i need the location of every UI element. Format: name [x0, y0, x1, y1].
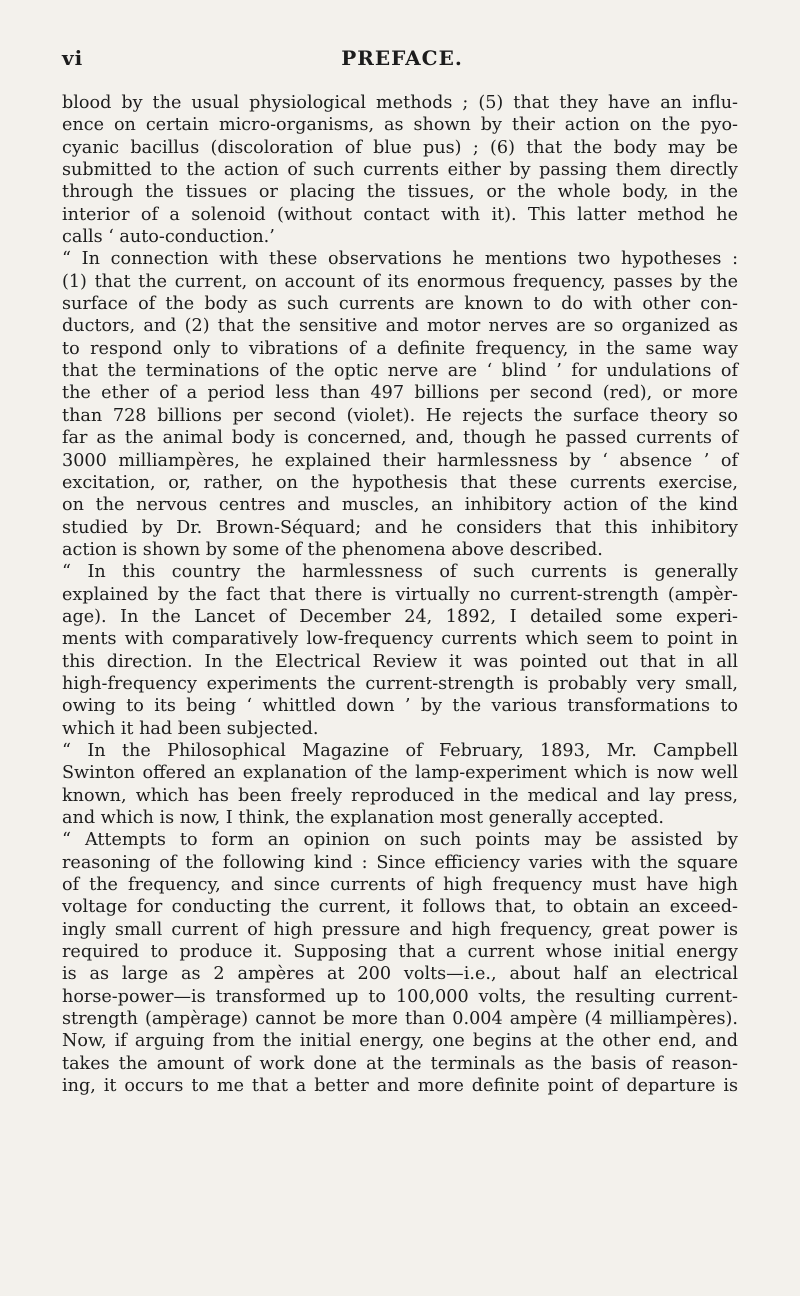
text-line: excitation, or, rather, on the hypothesis that these currents exercise, — [62, 472, 738, 493]
text-line: action is shown by some of the phenomena above described. — [62, 539, 603, 560]
text-line: ments with comparatively low-frequency currents which seem to point in — [62, 629, 738, 650]
text-line: submitted to the action of such currents either by passing them directly — [62, 160, 738, 181]
text-line: known, which has been freely reproduced in the medical and lay press, — [62, 785, 738, 806]
text-line: reasoning of the following kind : Since efficiency varies with the square — [62, 852, 738, 873]
text-line: studied by Dr. Brown-Séquard; and he considers that this inhibitory — [62, 517, 738, 538]
body-text — [62, 92, 738, 1097]
text-line: far as the animal body is concerned, and, though he passed currents of — [62, 428, 738, 449]
text-line: is as large as 2 ampères at 200 volts—i.e., about half an electrical — [62, 964, 738, 985]
text-line: 3000 milliampères, he explained their harmlessness by ‘ absence ’ of — [62, 450, 738, 471]
text-line: to respond only to vibrations of a definite frequency, in the same way — [62, 338, 738, 359]
text-line: voltage for conducting the current, it follows that, to obtain an exceed- — [62, 897, 738, 918]
text-line: “ In connection with these observations he mentions two hypotheses : — [62, 249, 738, 270]
text-line: ing, it occurs to me that a better and more definite point of departure is — [62, 1076, 738, 1097]
text-line: Now, if arguing from the initial energy, one begins at the other end, and — [62, 1031, 738, 1052]
text-line: ductors, and (2) that the sensitive and motor nerves are so organized as — [62, 316, 738, 337]
text-line: explained by the fact that there is virtually no current-strength (ampèr- — [62, 584, 738, 605]
running-head: PREFACE. — [341, 46, 463, 70]
text-line: of the frequency, and since currents of high frequency must have high — [62, 875, 738, 896]
text-line: calls ‘ auto-conduction.’ — [62, 227, 275, 248]
text-line: “ In this country the harmlessness of such currents is generally — [62, 562, 738, 583]
text-line: and which is now, I think, the explanation most generally accepted. — [62, 808, 664, 828]
text-line: “ In the Philosophical Magazine of February, 1893, Mr. Campbell — [62, 740, 738, 761]
text-line: this direction. In the Electrical Review it was pointed out that in all — [62, 651, 738, 672]
text-line: that the terminations of the optic nerve are ‘ blind ’ for undulations of — [62, 361, 738, 382]
text-line: strength (ampèrage) cannot be more than 0.004 ampère (4 milliampères). — [62, 1009, 738, 1030]
text-line: than 728 billions per second (violet). He rejects the surface theory so — [62, 405, 738, 426]
text-line: owing to its being ‘ whittled down ’ by the various transformations to — [62, 696, 738, 717]
text-line: age). In the Lancet of December 24, 1892, I detailed some experi- — [62, 606, 738, 627]
text-line: the ether of a period less than 497 billions per second (red), or more — [62, 383, 738, 404]
text-line: “ Attempts to form an opinion on such points may be assisted by — [62, 830, 738, 851]
page-number: vi — [62, 46, 84, 70]
text-line: surface of the body as such currents are known to do with other con- — [62, 294, 738, 315]
text-line: blood by the usual physiological methods ; (5) that they have an influ- — [62, 93, 738, 113]
page-header — [62, 46, 742, 76]
text-line: (1) that the current, on account of its enormous frequency, passes by the — [62, 271, 738, 292]
text-line: cyanic bacillus (discoloration of blue pus) ; (6) that the body may be — [62, 137, 738, 158]
text-line: interior of a solenoid (without contact with it). This latter method he — [62, 204, 738, 225]
text-line: on the nervous centres and muscles, an inhibitory action of the kind — [62, 495, 738, 516]
text-line: ingly small current of high pressure and high frequency, great power is — [62, 919, 738, 940]
text-line: takes the amount of work done at the terminals as the basis of reason- — [62, 1053, 738, 1074]
text-line: required to produce it. Supposing that a current whose initial energy — [62, 942, 738, 963]
text-line: Swinton offered an explanation of the lamp-experiment which is now well — [62, 763, 738, 784]
text-line: ence on certain micro-organisms, as shown by their action on the pyo- — [62, 115, 738, 136]
text-line: which it had been subjected. — [62, 718, 319, 739]
text-line: horse-power—is transformed up to 100,000 volts, the resulting current- — [62, 986, 738, 1007]
text-line: high-frequency experiments the current-strength is probably very small, — [62, 673, 738, 694]
text-line: through the tissues or placing the tissues, or the whole body, in the — [62, 182, 738, 203]
